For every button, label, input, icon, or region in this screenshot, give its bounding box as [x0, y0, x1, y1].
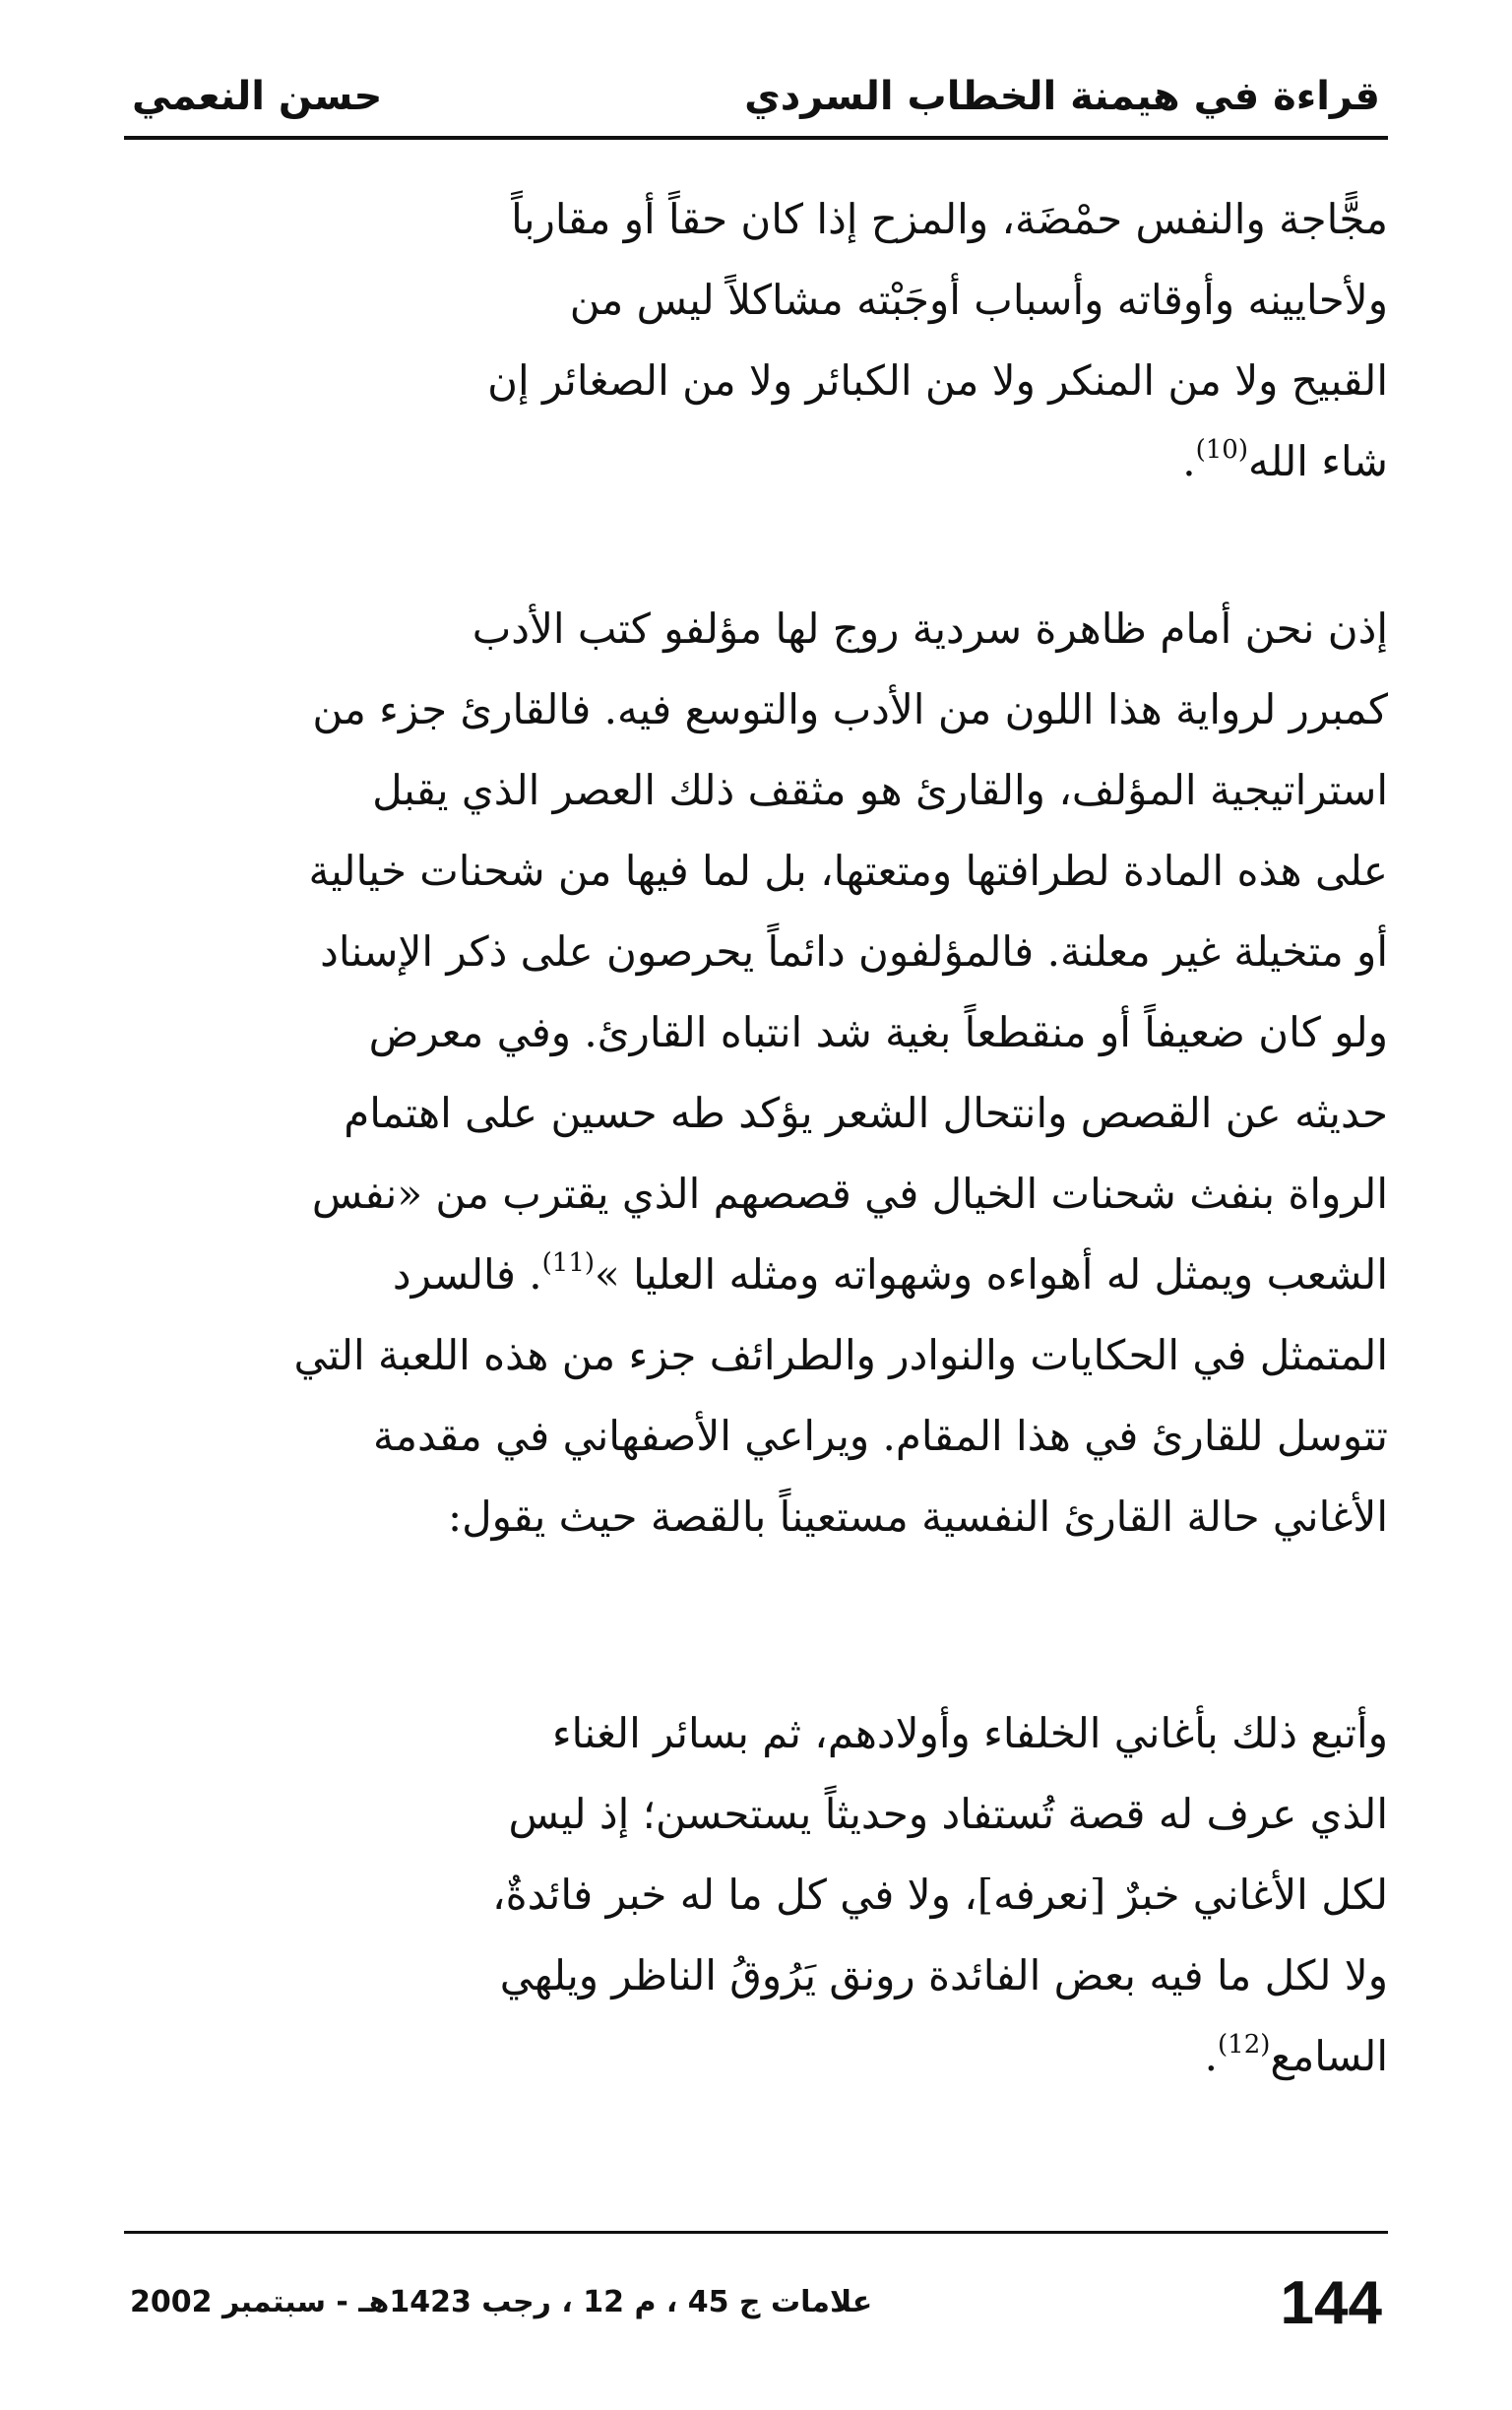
- text-line: المتمثل في الحكايات والنوادر والطرائف جزء من هذه اللعبة التي: [293, 1331, 1388, 1379]
- footnote-ref-10: (10): [1195, 435, 1249, 465]
- text-line: على هذه المادة لطرافتها ومتعتها، بل لما فيها من شحنات خيالية: [308, 847, 1388, 895]
- text-line: ولأحايينه وأوقاته وأسباب أوجَبْته مشاكلاً ليس من: [569, 276, 1388, 324]
- text-line: الرواة بنفث شحنات الخيال في قصصهم الذي يقترب من «نفس: [311, 1170, 1388, 1218]
- text-line: كمبرر لرواية هذا اللون من الأدب والتوسع فيه. فالقارئ جزء من: [312, 685, 1388, 733]
- journal-citation: علامات ج 45 ، م 12 ، رجب 1423هـ - سبتمبر 2002: [130, 2285, 873, 2319]
- text-line: لكل الأغاني خبرٌ [نعرفه]، ولا في كل ما له خبر فائدةٌ،: [492, 1871, 1388, 1919]
- body-paragraph: [124, 589, 1388, 1557]
- line-text: شاء الله: [1248, 437, 1388, 485]
- text-line: القبيح ولا من المنكر ولا من الكبائر ولا من الصغائر إن: [487, 356, 1388, 405]
- text-line: استراتيجية المؤلف، والقارئ هو مثقف ذلك العصر الذي يقبل: [372, 766, 1388, 814]
- text-line: ولو كان ضعيفاً أو منقطعاً بغية شد انتباه القارئ. وفي معرض: [368, 1008, 1388, 1056]
- footer-divider: [124, 2231, 1388, 2234]
- line-text: الشعب ويمثل له أهواءه وشهواته ومثله العليا »: [595, 1250, 1388, 1299]
- end-punctuation: .: [1182, 437, 1196, 485]
- text-line: ولا لكل ما فيه بعض الفائدة رونق يَرُوقُ الناظر ويلهي: [499, 1951, 1388, 1999]
- text-line: أو متخيلة غير معلنة. فالمؤلفون دائماً يحرصون على ذكر الإسناد: [320, 927, 1388, 976]
- quote-block-2: [262, 1693, 1388, 2097]
- article-title: قراءة في هيمنة الخطاب السردي: [744, 74, 1380, 119]
- footnote-ref-11: (11): [541, 1248, 596, 1278]
- page-number: 144: [1280, 2269, 1382, 2337]
- text-line: وأتبع ذلك بأغاني الخلفاء وأولادهم، ثم بسائر الغناء: [551, 1709, 1388, 1757]
- text-line: [124, 1235, 1388, 1315]
- line-text: . فالسرد: [392, 1250, 542, 1299]
- text-line: إذن نحن أمام ظاهرة سردية روج لها مؤلفو كتب الأدب: [472, 604, 1388, 653]
- text-line: الأغاني حالة القارئ النفسية مستعيناً بالقصة حيث يقول:: [447, 1492, 1388, 1541]
- author-name: حسن النعمي: [132, 74, 383, 119]
- text-line: [262, 2016, 1388, 2097]
- text-line: حديثه عن القصص وانتحال الشعر يؤكد طه حسين على اهتمام: [344, 1089, 1388, 1137]
- text-line: [262, 421, 1388, 502]
- end-punctuation: .: [1204, 2032, 1218, 2080]
- running-header: [124, 61, 1388, 138]
- line-text: السامع: [1270, 2032, 1388, 2080]
- text-line: تتوسل للقارئ في هذا المقام. ويراعي الأصفهاني في مقدمة: [372, 1412, 1388, 1460]
- text-line: مجًّاجة والنفس حمْضَة، والمزح إذا كان حقاً أو مقارباً: [511, 195, 1388, 243]
- footnote-ref-12: (12): [1218, 2030, 1271, 2060]
- page-footer: [124, 2264, 1388, 2343]
- quote-block-1: [262, 179, 1388, 502]
- text-line: الذي عرف له قصة تُستفاد وحديثاً يستحسن؛ إذ ليس: [508, 1790, 1388, 1838]
- header-divider: [124, 136, 1388, 140]
